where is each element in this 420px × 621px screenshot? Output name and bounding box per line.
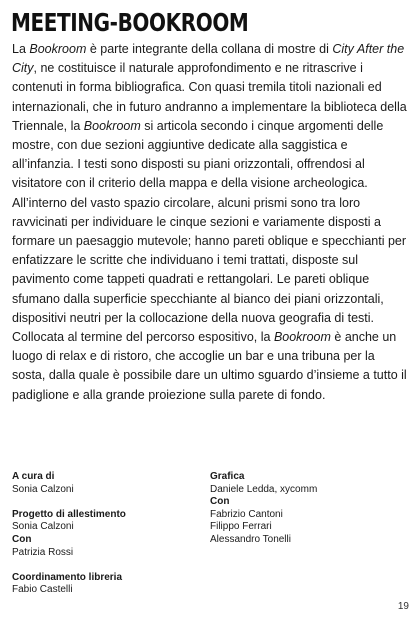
credits-right xyxy=(210,471,400,547)
bookshop-name: Fabio Castelli xyxy=(12,584,73,596)
setup-with-name: Patrizia Rossi xyxy=(12,546,74,558)
text-run: è parte integrante della collana di mostre di xyxy=(86,42,333,56)
page-number: 19 xyxy=(397,601,409,612)
graphics-with-name: Alessandro Tonelli xyxy=(210,533,291,545)
graphics-name: Daniele Ledda, xycomm xyxy=(210,483,318,495)
page-title: MEETING-BOOKROOM xyxy=(11,8,249,37)
text-run-italic: Bookroom xyxy=(273,330,331,345)
text-run: si articola secondo i cinque argomenti delle mostre, con due sezioni aggiuntive dedicate alla saggistica e all’infanzia. I testi sono disposti su piani orizzontali, offrendosi al visitatore con il criterio della mappa e della visione archeologica. All’interno del vasto spazio circolare, alcuni prismi sono tra loro ravvicinati per individuare le cinque sezioni e variamente disposti a formare un paesaggio mutevole; hanno pareti oblique e specchianti per enfatizzare le scritte che individuano i temi trattati, disposte sul pavimento come tappeti quadrati e rettangolari. Le pareti oblique sfumano dalla superficie specchiante al bianco dei piani orizzontali, dispositivi neutri per la collocazione della nuova geografia di testi. Collocata al termine del percorso espositivo, la xyxy=(12,118,407,345)
graphics-with-label: Con xyxy=(210,496,230,508)
bookshop-label: Coordinamento libreria xyxy=(12,571,123,583)
setup-label: Progetto di allestimento xyxy=(12,508,126,520)
text-run: La xyxy=(12,42,30,56)
setup-name: Sonia Calzoni xyxy=(12,521,74,533)
text-run-italic: Bookroom xyxy=(83,118,141,133)
body-paragraph xyxy=(12,40,410,405)
graphics-label: Grafica xyxy=(210,471,245,482)
setup-with-label: Con xyxy=(12,533,32,545)
text-run: è anche un luogo di relax e di ristoro, che accoglie un bar e una tribuna per la sosta, dalla quale è possibile dare un ultimo sguardo d’insieme a tutto il padiglione e alla grande proiezione sulla parete di fondo. xyxy=(12,330,407,402)
graphics-with-name: Fabrizio Cantoni xyxy=(210,508,283,520)
text-run-italic: Bookroom xyxy=(29,42,87,56)
text-run: , ne costituisce il naturale approfondimento e ne ritrascrive i contenuti in forma bibliografica. Con quasi tremila titoli nazionali ed internazionali, che in futuro andranno a implementare la biblioteca della Triennale, la xyxy=(12,61,407,133)
text-run-italic: City After the City xyxy=(12,42,405,76)
curator-name: Sonia Calzoni xyxy=(12,483,74,495)
graphics-with-name: Filippo Ferrari xyxy=(210,521,272,533)
credits-left xyxy=(12,471,192,597)
curator-label: A cura di xyxy=(12,471,55,482)
